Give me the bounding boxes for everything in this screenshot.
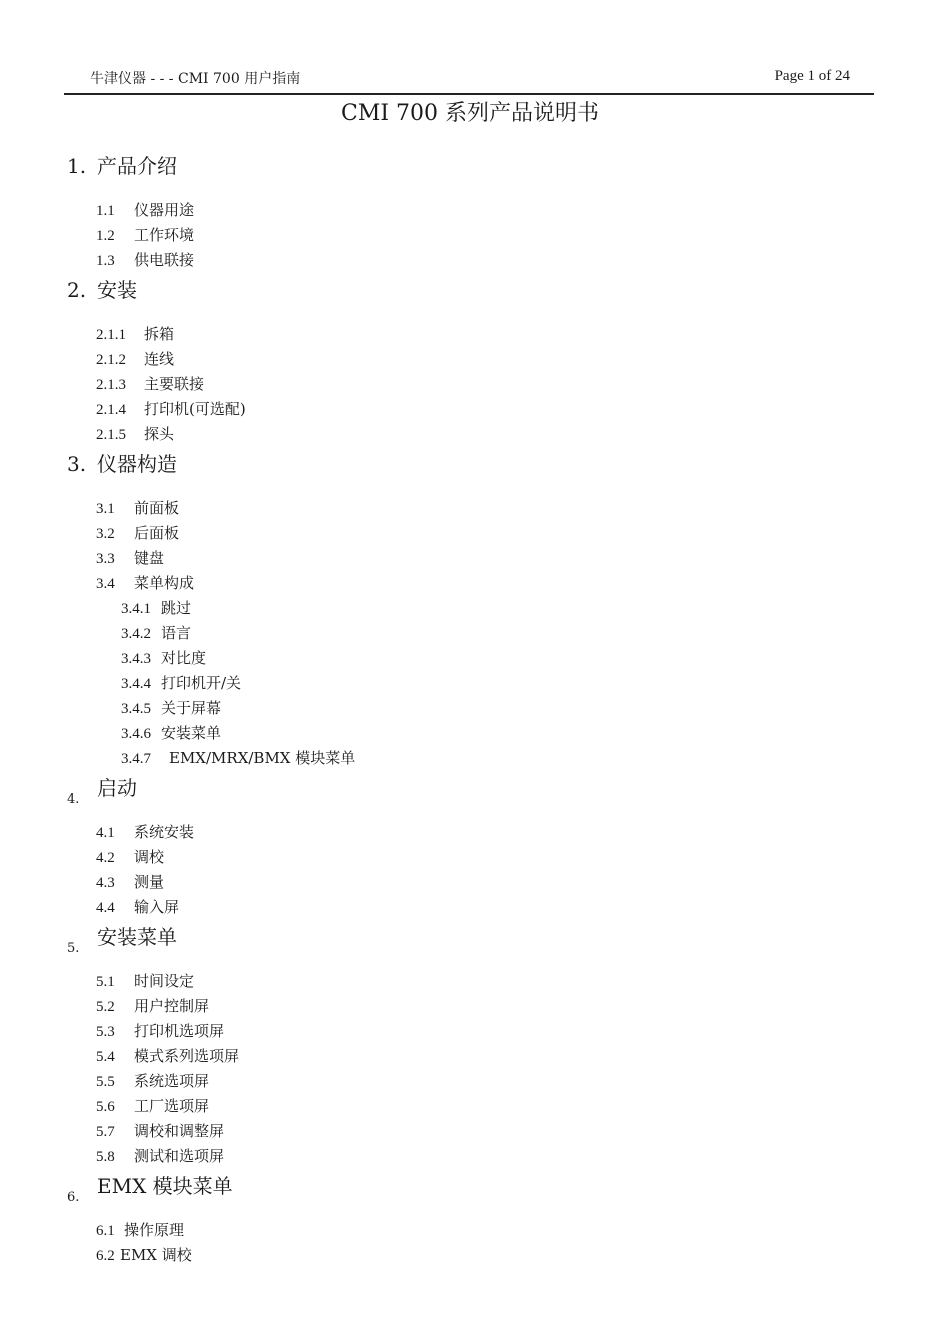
- toc-item-2-1-4: 2.1.4 打印机(可选配): [96, 400, 246, 418]
- section-number: 1.: [67, 154, 87, 178]
- toc-subitem-3-4-4: 3.4.4 打印机开/关: [121, 674, 242, 692]
- toc-item-3-4: 3.4 菜单构成: [96, 574, 195, 592]
- header-divider: [64, 93, 874, 95]
- toc-subitem-3-4-2: 3.4.2 语言: [121, 624, 192, 642]
- section-heading-1: [67, 150, 177, 179]
- toc-item-1-1: 1.1 仪器用途: [96, 201, 195, 219]
- toc-subitem-3-4-1: 3.4.1 跳过: [121, 599, 192, 617]
- section-label: 安装菜单: [97, 925, 177, 949]
- section-number: 2.: [67, 278, 87, 302]
- section-label: EMX 模块菜单: [97, 1174, 233, 1198]
- section-number: 4.: [67, 792, 80, 807]
- toc-subitem-3-4-6: 3.4.6 安装菜单: [121, 724, 222, 742]
- section-label: 安装: [97, 278, 137, 302]
- toc-item-2-1-2: 2.1.2 连线: [96, 350, 175, 368]
- header-page-number: Page 1 of 24: [774, 68, 850, 84]
- toc-item-5-6: 5.6 工厂选项屏: [96, 1097, 210, 1115]
- section-heading-5: [67, 921, 177, 956]
- toc-item-6-1: 6.1 操作原理: [96, 1221, 185, 1239]
- section-heading-4: [67, 772, 137, 807]
- section-heading-3: [67, 448, 177, 477]
- toc-item-4-1: 4.1 系统安装: [96, 823, 195, 841]
- section-label: 启动: [97, 776, 137, 800]
- toc-item-5-1: 5.1 时间设定: [96, 972, 195, 990]
- section-label: 仪器构造: [97, 452, 177, 476]
- toc-item-3-3: 3.3 键盘: [96, 549, 165, 567]
- toc-item-5-2: 5.2 用户控制屏: [96, 997, 210, 1015]
- section-label: 产品介绍: [97, 154, 177, 178]
- section-number: 3.: [67, 452, 87, 476]
- toc-item-2-1-3: 2.1.3 主要联接: [96, 375, 205, 393]
- toc-item-5-5: 5.5 系统选项屏: [96, 1072, 210, 1090]
- toc-item-1-2: 1.2 工作环境: [96, 226, 195, 244]
- toc-subitem-3-4-3: 3.4.3 对比度: [121, 649, 207, 667]
- toc-item-3-1: 3.1 前面板: [96, 499, 180, 517]
- toc-item-3-2: 3.2 后面板: [96, 524, 180, 542]
- section-heading-6: [67, 1170, 233, 1205]
- toc-item-6-2: 6.2 EMX 调校: [96, 1246, 192, 1264]
- toc-subitem-3-4-5: 3.4.5 关于屏幕: [121, 699, 222, 717]
- toc-item-4-2: 4.2 调校: [96, 848, 165, 866]
- toc-item-5-7: 5.7 调校和调整屏: [96, 1122, 225, 1140]
- toc-item-4-4: 4.4 输入屏: [96, 898, 180, 916]
- toc-item-5-3: 5.3 打印机选项屏: [96, 1022, 225, 1040]
- section-number: 5.: [67, 941, 80, 956]
- toc-item-2-1-5: 2.1.5 探头: [96, 425, 175, 443]
- toc-item-1-3: 1.3 供电联接: [96, 251, 195, 269]
- toc-item-2-1-1: 2.1.1 拆箱: [96, 325, 175, 343]
- header-doc-title: 牛津仪器 - - - CMI 700 用户指南: [90, 71, 301, 87]
- toc-item-5-8: 5.8 测试和选项屏: [96, 1147, 225, 1165]
- toc-subitem-3-4-7: 3.4.7 EMX/MRX/BMX 模块菜单: [121, 749, 356, 767]
- section-heading-2: [67, 274, 137, 303]
- page-title: CMI 700 系列产品说明书: [340, 101, 600, 126]
- toc-item-5-4: 5.4 模式系列选项屏: [96, 1047, 240, 1065]
- section-number: 6.: [67, 1190, 80, 1205]
- toc-item-4-3: 4.3 测量: [96, 873, 165, 891]
